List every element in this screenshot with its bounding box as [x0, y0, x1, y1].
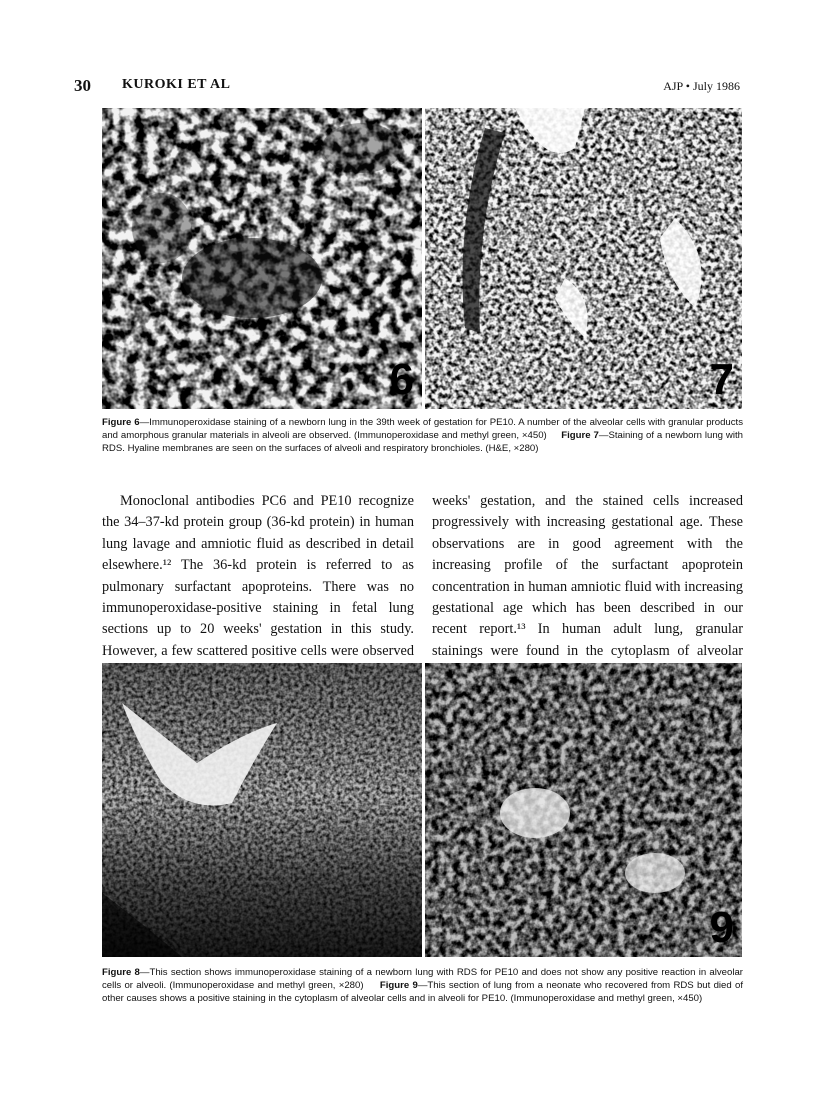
page-number: 30	[74, 76, 91, 95]
top-caption	[102, 416, 743, 455]
figure-9-image	[425, 663, 742, 957]
figure-9-micrograph	[425, 663, 742, 957]
bottom-caption	[102, 966, 743, 1005]
figure-7-caption-label: Figure 7	[561, 430, 599, 441]
body-paragraph-left: Monoclonal antibodies PC6 and PE10 recognize the 34–37-kd protein group (36-kd protein) in human lung lavage and amniotic fluid as described in detail elsewhere.¹² The 36-kd protein is referred to as pulmonary surfactant apoproteins. There was no immunoperoxidase-positive staining in fetal lung sections up to 20 weeks' gestation in this study. However, a few scattered positive cells were observed	[102, 493, 414, 659]
figure-8-caption-label: Figure 8	[102, 967, 140, 978]
body-paragraph-right: weeks' gestation, and the stained cells increased progressively with increasing gestational age. These observations are in good agreement with the increasing profile of the surfactant apoprotein concentration in human amniotic fluid with increasing gestational age which has been described in our recent report.¹³ In human adult lung, granular stainings were found in the cytoplasm of alveolar	[432, 493, 743, 659]
figure-7-image	[425, 108, 742, 409]
body-column-left	[102, 491, 414, 684]
figure-8-image	[102, 663, 422, 957]
journal-info: AJP • July 1986	[663, 79, 740, 93]
figure-6-micrograph	[102, 108, 422, 409]
figure-6-image	[102, 108, 422, 409]
figure-7-micrograph	[425, 108, 742, 409]
figure-8-caption-text: —This section shows immunoperoxidase staining of a newborn lung with RDS for PE10 and does not show any positive reaction in alveolar cells or alveoli. (Immunoperoxidase and methyl green, ×280)	[102, 967, 743, 991]
body-column-right	[432, 491, 743, 684]
figure-9-caption-text: —This section of lung from a neonate who recovered from RDS but died of other causes shows a positive staining in the cytoplasm of alveolar cells and in alveoli for PE10. (Immunoperoxidase and methyl green, ×450)	[102, 980, 743, 1004]
figure-6-number: 6	[389, 355, 414, 404]
figure-7-number: 7	[709, 355, 734, 404]
figure-6-caption-label: Figure 6	[102, 417, 140, 428]
figure-9-caption-label: Figure 9	[379, 980, 418, 991]
running-head: KUROKI ET AL	[122, 77, 231, 92]
figure-6-caption-text: —Immunoperoxidase staining of a newborn lung in the 39th week of gestation for PE10. A number of the alveolar cells with granular products and amorphous granular materials in alveoli are observed. (Immunoperoxidase and methyl green, ×450)	[102, 417, 744, 441]
figure-7-caption-text: —Staining of a newborn lung with RDS. Hyaline membranes are seen on the surfaces of alveoli and respiratory bronchioles. (H&E, ×280)	[102, 430, 743, 454]
figure-9-number: 9	[709, 903, 734, 952]
figure-8-micrograph	[102, 663, 422, 957]
